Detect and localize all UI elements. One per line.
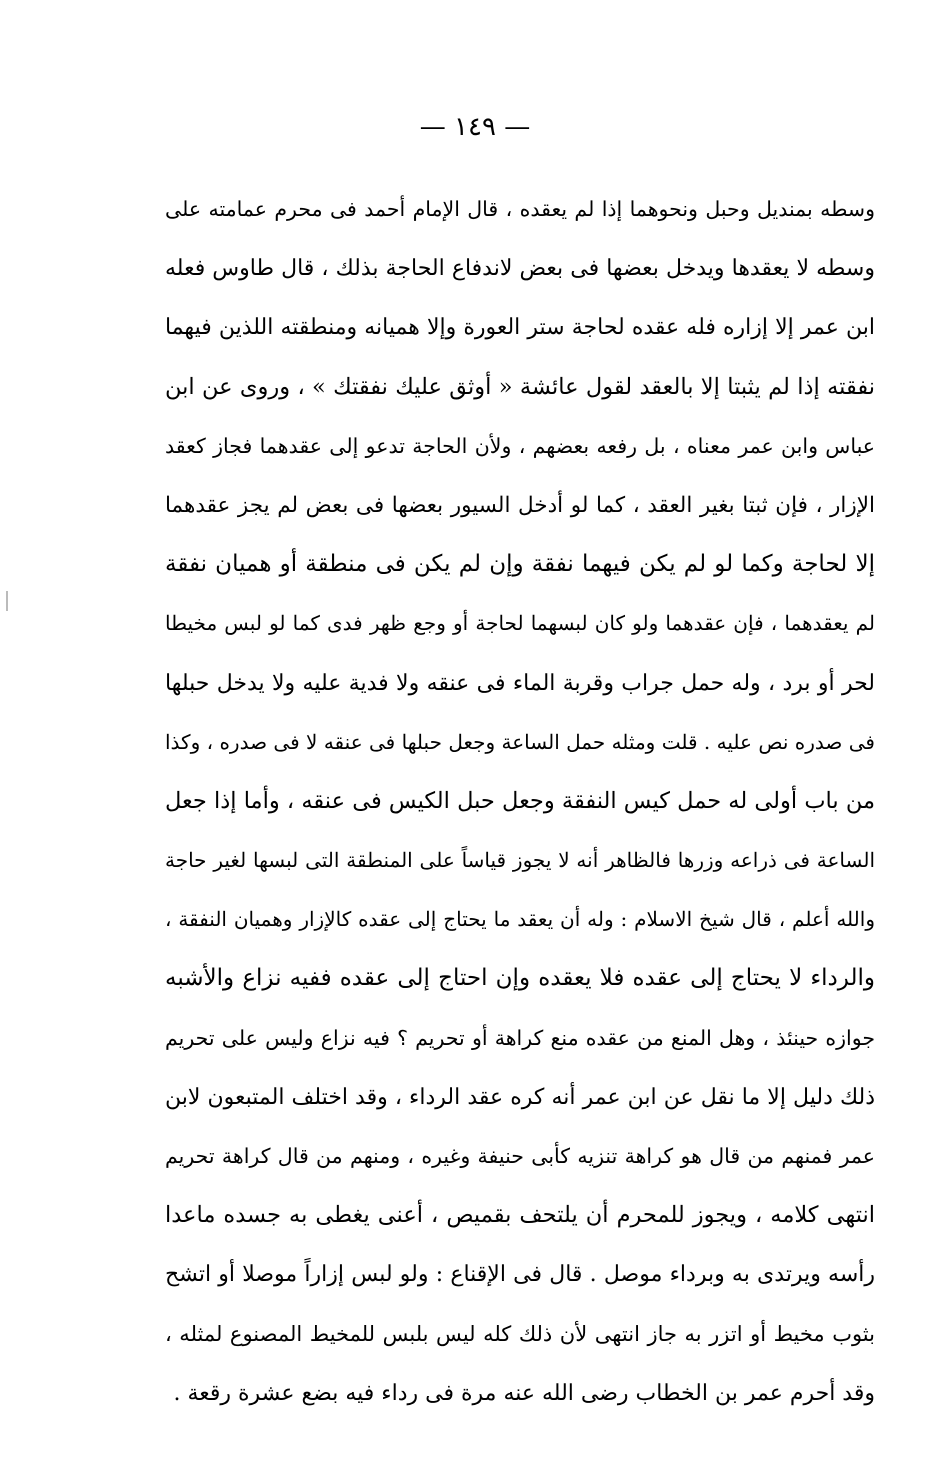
text-line: إلا لحاجة وكما لو لم يكن فيهما نفقة وإن لم يكن فى منطقة أو هميان نفقة (165, 551, 875, 578)
text-line: الإزار ، فإن ثبتا بغير العقد ، كما لو أدخل السيور بعضها فى بعض لم يجز عقدهما (165, 492, 875, 518)
text-line: فى صدره نص عليه . قلت ومثله حمل الساعة وجعل حبلها فى عنقه لا فى صدره ، وكذا (165, 729, 875, 754)
margin-mark (6, 591, 8, 611)
text-line: وسطه بمنديل وحبل ونحوهما إذا لم يعقده ، قال الإمام أحمد فى محرم عمامته على (165, 197, 875, 221)
text-line: لحر أو برد ، وله حمل جراب وقربة الماء فى عنقه ولا فدية عليه ولا يدخل حبلها (165, 670, 875, 696)
text-line: والرداء لا يحتاج إلى عقده فلا يعقده وإن احتاج إلى عقده ففيه نزاع والأشبه (165, 965, 875, 992)
text-line: عمر فمنهم من قال هو كراهة تنزيه كأبى حنيفة وغيره ، ومنهم من قال كراهة تحريم (165, 1144, 875, 1168)
text-line: ذلك دليل إلا ما نقل عن ابن عمر أنه كره عقد الرداء ، وقد اختلف المتبعون لابن (165, 1084, 875, 1110)
text-line: انتهى كلامه ، ويجوز للمحرم أن يلتحف بقميص ، أعنى يغطى به جسده ماعدا (165, 1202, 875, 1229)
text-line: من باب أولى له حمل كيس النفقة وجعل حبل الكيس فى عنقه ، وأما إذا جعل (165, 787, 875, 814)
text-line: ابن عمر إلا إزاره فله عقده لحاجة ستر العورة وإلا هميانه ومنطقته اللذين فيهما (165, 315, 875, 341)
text-line: والله أعلم ، قال شيخ الاسلام : وله أن يعقد ما يحتاج إلى عقده كالإزار وهميان النفقة ، (165, 907, 875, 932)
text-line: جوازه حينئذ ، وهل المنع من عقده منع كراهة أو تحريم ؟ فيه نزاع وليس على تحريم (165, 1025, 875, 1050)
text-line: نفقته إذا لم يثبتا إلا بالعقد لقول عائشة « أوثق عليك نفقتك » ، وروى عن ابن (165, 373, 875, 400)
text-line: لم يعقدهما ، فإن عقدهما ولو كان لبسهما لحاجة أو وجع ظهر فدى كما لو لبس مخيطا (165, 611, 875, 636)
text-line: عباس وابن عمر معناه ، بل رفعه بعضهم ، ولأن الحاجة تدعو إلى عقدهما فجاز كعقد (165, 433, 875, 458)
text-line: رأسه ويرتدى به وبرداء موصل . قال فى الإقناع : ولو لبس إزاراً موصلا أو اتشح (165, 1262, 875, 1288)
text-line: الساعة فى ذراعه وزرها فالظاهر أنه لا يجوز قياساً على المنطقة التى لبسها لغير حاجة (165, 848, 875, 873)
text-line-last: وقد أحرم عمر بن الخطاب رضى الله عنه مرة فى رداء فيه بضع عشرة رقعة . (173, 1380, 875, 1406)
body-text (165, 180, 875, 1423)
text-line: بثوب مخيط أو اتزر به جاز انتهى لأن ذلك كله ليس بلبس للمخيط المصنوع لمثله ، (165, 1321, 875, 1346)
page-number: — ١٤٩ — (419, 112, 531, 142)
text-line: وسطه لا يعقدها ويدخل بعضها فى بعض لاندفاع الحاجة بذلك ، قال طاوس فعله (165, 256, 875, 282)
